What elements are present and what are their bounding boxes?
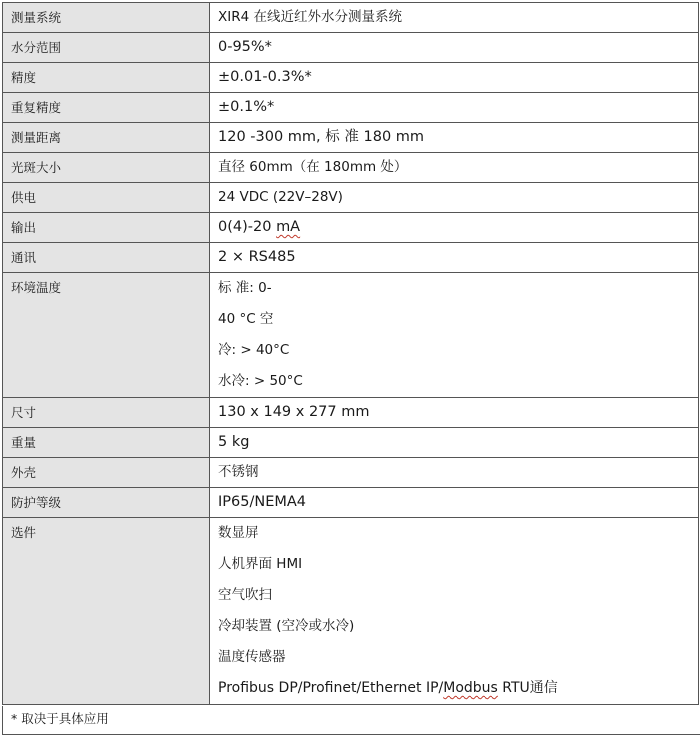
row-power-supply (3, 183, 699, 213)
label-output: 输出 (3, 213, 210, 243)
value-housing: 不锈钢 (210, 458, 699, 488)
spec-table (2, 2, 699, 705)
row-weight (3, 428, 699, 458)
label-options: 选件 (3, 518, 210, 705)
row-measuring-distance (3, 123, 699, 153)
value-output-unit: mA (276, 219, 301, 235)
value-accuracy: ±0.01-0.3%* (210, 63, 699, 93)
env-line: 水冷: > 50°C (218, 373, 303, 389)
value-measuring-system: XIR4 在线近红外水分测量系统 (210, 3, 699, 33)
option-line: 温度传感器 (218, 649, 286, 665)
fieldbus-modbus: Modbus (443, 680, 498, 696)
row-repeatability (3, 93, 699, 123)
row-accuracy (3, 63, 699, 93)
value-repeatability: ±0.1%* (210, 93, 699, 123)
env-line: 40 °C 空 (218, 311, 274, 327)
option-line-fieldbus (218, 673, 690, 704)
option-line: 数显屏 (218, 525, 259, 541)
option-line: 冷却装置 (空冷或水冷) (218, 618, 355, 634)
label-accuracy: 精度 (3, 63, 210, 93)
value-output (210, 213, 699, 243)
label-dimensions: 尺寸 (3, 398, 210, 428)
option-line: 空气吹扫 (218, 587, 272, 603)
label-weight: 重量 (3, 428, 210, 458)
label-ambient-temperature: 环境温度 (3, 273, 210, 398)
row-communication (3, 243, 699, 273)
row-output (3, 213, 699, 243)
value-options (210, 518, 699, 705)
env-line: 标 准: 0- (218, 280, 272, 296)
value-weight: 5 kg (210, 428, 699, 458)
row-measuring-system (3, 3, 699, 33)
row-spot-size (3, 153, 699, 183)
row-dimensions (3, 398, 699, 428)
value-moisture-range: 0-95%* (210, 33, 699, 63)
fieldbus-text-b: RTU通信 (497, 680, 558, 696)
label-spot-size: 光斑大小 (3, 153, 210, 183)
label-measuring-distance: 测量距离 (3, 123, 210, 153)
label-moisture-range: 水分范围 (3, 33, 210, 63)
value-ambient-temperature (210, 273, 699, 398)
label-housing: 外壳 (3, 458, 210, 488)
value-power-supply: 24 VDC (22V–28V) (210, 183, 699, 213)
fieldbus-text-a: Proﬁbus DP/Proﬁnet/Ethernet IP/ (218, 680, 444, 696)
row-moisture-range (3, 33, 699, 63)
value-dimensions: 130 x 149 x 277 mm (210, 398, 699, 428)
label-repeatability: 重复精度 (3, 93, 210, 123)
row-protection-class (3, 488, 699, 518)
label-measuring-system: 测量系统 (3, 3, 210, 33)
label-protection-class: 防护等级 (3, 488, 210, 518)
label-power-supply: 供电 (3, 183, 210, 213)
env-line: 冷: > 40°C (218, 342, 290, 358)
value-spot-size: 直径 60mm（在 180mm 处） (210, 153, 699, 183)
value-measuring-distance: 120 -300 mm, 标 准 180 mm (210, 123, 699, 153)
row-housing (3, 458, 699, 488)
value-protection-class: IP65/NEMA4 (210, 488, 699, 518)
row-ambient-temperature (3, 273, 699, 398)
value-communication: 2 × RS485 (210, 243, 699, 273)
option-line: 人机界面 HMI (218, 556, 303, 572)
footnote: * 取决于具体应用 (2, 706, 700, 735)
row-options (3, 518, 699, 705)
label-communication: 通讯 (3, 243, 210, 273)
value-output-main: 0(4)-20 (218, 219, 277, 235)
